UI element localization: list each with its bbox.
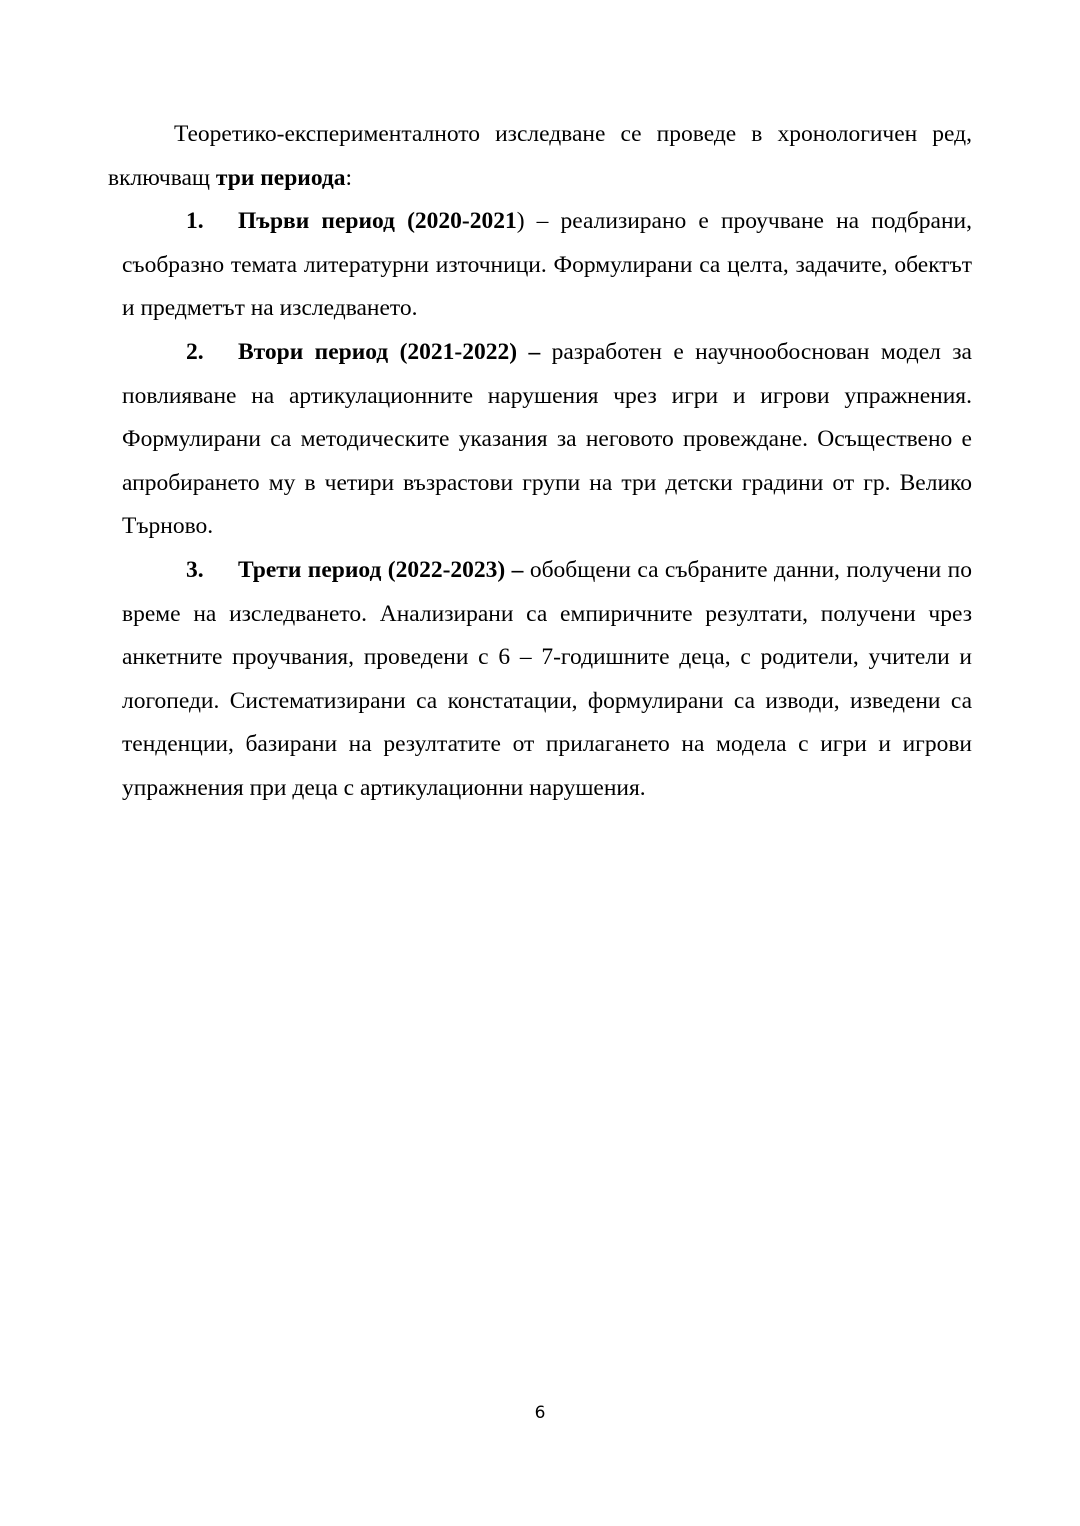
period-title: Първи период (2020-2021 <box>238 208 517 235</box>
period-number: 2. <box>186 338 204 365</box>
period-number: 3. <box>186 556 204 583</box>
period-description: разработен е научнообоснован модел за повлияване на артикулационните нарушения чрез игри и игрови упражнения. Формулирани са методическите указания за неговото провеждане. Осъществено е апробирането му в четири възрастови групи на три детски градини от гр. Велико Търново. <box>122 338 972 540</box>
intro-text: Теоретико-експерименталното изследване се проведе в хронологичен ред, включващ <box>108 121 972 191</box>
period-description: – реализирано е проучване на подбрани, съобразно темата литературни източници. Формулирани са целта, задачите, обектът и предметът на изследването. <box>122 208 972 322</box>
document-body <box>108 113 972 811</box>
period-item-1 <box>122 200 972 331</box>
period-number: 1. <box>186 208 204 235</box>
page-number: 6 <box>534 1403 546 1423</box>
period-title: Втори период (2021-2022 <box>238 338 510 365</box>
intro-paragraph <box>108 113 972 200</box>
period-description: обобщени са събраните данни, получени по време на изследването. Анализирани са емпиричните резултати, получени чрез анкетните проучвания, проведени с 6 – 7-годишните деца, с родители, учители и логопеди. Систематизирани са констатации, формулирани са изводи, изведени са тенденции, базирани на резултатите от прилагането на модела с игри и игрови упражнения при деца с артикулационни нарушения. <box>122 556 972 801</box>
intro-bold-text: три периода <box>215 164 346 191</box>
period-title: Трети период (2022-2023) <box>238 556 506 583</box>
intro-suffix: : <box>345 164 353 191</box>
period-item-3 <box>122 549 972 811</box>
period-title-suffix: – <box>505 556 524 583</box>
period-item-2 <box>122 331 972 549</box>
period-title-suffix: ) – <box>509 338 541 365</box>
period-title-suffix: ) <box>516 208 525 235</box>
